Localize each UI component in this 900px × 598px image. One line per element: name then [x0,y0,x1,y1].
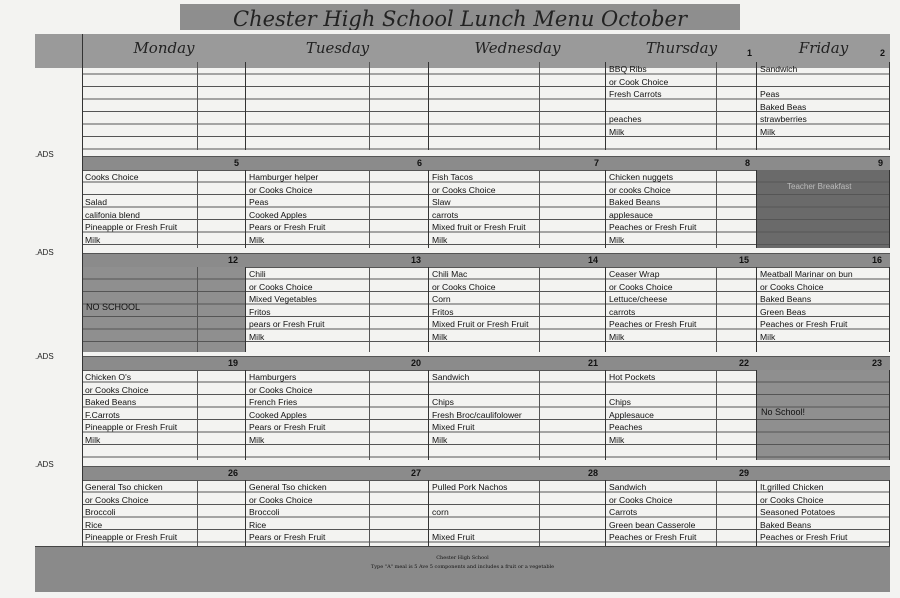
menu-cell-tuesday [246,170,429,248]
menu-item: applesauce [609,209,653,220]
menu-item: Slaw [432,197,451,207]
date-number: 6 [417,158,423,168]
date-number: 16 [872,255,883,265]
menu-item: Lettuce/cheese [609,294,668,304]
menu-item: Meatball Marinar on bun [760,269,853,279]
menu-cell-tuesday [246,267,429,352]
menu-item: carrots [609,306,636,317]
menu-item: Baked Beas [760,101,807,112]
day-header-friday: Friday [757,34,890,68]
menu-item: Baked Beans [609,197,661,207]
menu-cell-friday [757,480,890,546]
menu-item: Milk [432,234,448,245]
cell-divider [539,62,540,150]
menu-item: Fresh Carrots [609,89,662,99]
footer-note: Type "A" meal is 5 Ave 5 components and includes a fruit or a vegetable [370,564,555,570]
menu-cell-thursday [606,267,757,352]
menu-item: Chips [609,397,631,407]
cell-divider [369,370,370,460]
menu-item: Rice [249,519,267,530]
date-number: 21 [588,358,599,368]
menu-item: or Cooks Choice [85,494,149,505]
menu-item: Hamburger helper [249,172,319,182]
menu-item: Fish Tacos [432,172,473,182]
header-corner [35,34,82,68]
menu-item: or Cooks Choice [760,281,824,292]
cell-divider [197,480,198,546]
ads-label: .ADS [35,460,54,469]
no-school-note: No School! [761,407,806,417]
week-band [82,356,890,371]
menu-item: Milk [609,331,625,342]
menu-item: Peas [760,89,780,99]
menu-item: Milk [249,234,265,245]
week-band [82,156,890,171]
menu-item: Chili [249,269,266,279]
menu-item: Green bean Casserole [609,519,696,530]
menu-item: Peaches or Fresh Fruit [609,319,697,329]
menu-item: Chicken O's [85,372,132,382]
cell-divider [539,170,540,248]
menu-item: Cooks Choice [85,172,139,182]
week-band [82,466,890,481]
menu-cell-friday [757,62,890,150]
menu-item: Mixed Fruit [432,532,475,542]
menu-cell-monday [82,267,246,352]
menu-item: Broccoli [249,507,280,517]
menu-cell-wednesday [429,370,606,460]
menu-item: Baked Beans [85,397,137,407]
date-number: 27 [411,468,422,478]
menu-item: Peaches or Fresh Fruit [609,222,697,232]
menu-item: Milk [432,331,448,342]
menu-item: Milk [609,434,625,445]
menu-cell-thursday [606,480,757,546]
menu-cell-monday [82,62,246,150]
menu-item: Milk [609,234,625,245]
date-number: 7 [594,158,600,168]
menu-item: corn [432,507,449,517]
menu-item: Mixed Vegetables [249,294,317,304]
date-number: 29 [739,468,750,478]
date-number: 8 [745,158,751,168]
menu-item: Mixed Fruit or Fresh Fruit [432,319,529,329]
menu-item: Cooked Apples [249,409,307,420]
menu-item: General Tso chicken [249,482,327,492]
menu-item: Peas [249,197,269,207]
menu-item: Baked Beans [760,519,812,530]
cell-divider [369,62,370,150]
menu-item: Rice [85,519,103,530]
menu-cell-wednesday [429,62,606,150]
date-number: 9 [878,158,884,168]
date-number: 26 [228,468,239,478]
menu-item: Sandwich [609,482,647,492]
menu-item: Cooked Apples [249,209,307,220]
cell-divider [539,370,540,460]
menu-item: Corn [432,294,451,304]
menu-item: Mixed Fruit [432,422,475,432]
menu-item: Pulled Pork Nachos [432,482,508,492]
cell-divider [716,62,717,150]
menu-item: or cooks Choice [609,184,671,195]
date-number: 15 [739,255,750,265]
date-number: 13 [411,255,422,265]
menu-cell-thursday [606,170,757,248]
date-number: 19 [228,358,239,368]
menu-item: or Cooks Choice [432,184,496,195]
cell-divider [197,170,198,248]
menu-item: or Cook Choice [609,76,669,87]
menu-item: Broccoli [85,507,116,517]
ads-label: .ADS [35,248,54,257]
menu-item: or Cooks Choice [609,281,673,292]
menu-item: Carrots [609,507,638,517]
menu-cell-thursday [606,370,757,460]
cell-divider [716,480,717,546]
date-number: 23 [872,358,883,368]
menu-item: Green Beas [760,306,806,317]
menu-item: Seasoned Potatoes [760,507,836,517]
menu-item: or Cooks Choice [432,281,496,292]
cell-divider [197,370,198,460]
date-number: 20 [411,358,422,368]
menu-cell-tuesday [246,62,429,150]
menu-item: carrots [432,209,459,220]
menu-item: or Cooks Choice [609,494,673,505]
cell-divider [539,480,540,546]
menu-item: Milk [760,331,776,342]
menu-item: Milk [85,234,101,245]
menu-item: Applesauce [609,409,654,420]
menu-item: or Cooks Choice [249,494,313,505]
date-number: 1 [747,48,753,58]
menu-item: Milk [85,434,101,445]
menu-item: Peaches or Fresh Fruit [760,319,848,329]
cell-divider [369,480,370,546]
date-number: 5 [234,158,240,168]
week-band [82,253,890,268]
page-title: Chester High School Lunch Menu October [180,4,740,30]
menu-item: Peaches or Fresh Friut [760,532,848,542]
day-header-thursday: Thursday [606,34,758,68]
menu-cell-friday [757,370,890,460]
menu-item: or Cooks Choice [249,384,313,395]
day-header-wednesday: Wednesday [429,34,607,68]
menu-item: Milk [432,434,448,445]
menu-item: Pears or Fresh Fruit [249,532,326,542]
menu-cell-monday [82,370,246,460]
menu-item: Peaches or Fresh Fruit [609,532,697,542]
menu-item: or Cooks Choice [249,281,313,292]
menu-cell-tuesday [246,480,429,546]
date-number: 14 [588,255,599,265]
menu-cell-monday [82,170,246,248]
menu-item: Pineapple or Fresh Fruit [85,422,178,432]
date-number: 12 [228,255,239,265]
menu-item: French Fries [249,397,298,407]
cell-divider [716,267,717,352]
day-header-tuesday: Tuesday [246,34,430,68]
menu-item: califonia blend [85,209,140,220]
menu-item: Fritos [432,306,454,317]
menu-item: Pears or Fresh Fruit [249,222,326,232]
menu-item: pears or Fresh Fruit [249,319,325,329]
menu-item: Chili Mac [432,269,468,279]
menu-item: or Cooks Choice [249,184,313,195]
cell-divider [716,170,717,248]
menu-item: Salad [85,197,107,207]
menu-cell-friday [757,267,890,352]
menu-item: Mixed fruit or Fresh Fruit [432,222,526,232]
menu-item: Ceaser Wrap [609,269,660,279]
menu-item: or Cooks Choice [85,384,149,395]
ads-label: .ADS [35,352,54,361]
cell-divider [197,62,198,150]
menu-cell-wednesday [429,480,606,546]
menu-item: Chips [432,397,454,407]
menu-item: Pineapple or Fresh Fruit [85,532,178,542]
menu-item: peaches [609,114,642,124]
no-school-note: NO SCHOOL [86,301,141,312]
menu-item: Milk [760,126,776,137]
menu-cell-friday [757,170,890,248]
grid-left-border [82,34,83,546]
menu-cell-tuesday [246,370,429,460]
menu-item: Pineapple or Fresh Fruit [85,222,178,232]
menu-cell-wednesday [429,267,606,352]
ads-label: .ADS [35,150,54,159]
menu-item: Chicken nuggets [609,172,674,182]
menu-item: Sandwich [432,372,470,382]
menu-cell-thursday [606,62,757,150]
menu-item: General Tso chicken [85,482,163,492]
menu-item: Hamburgers [249,372,297,382]
cell-divider [369,267,370,352]
menu-item: strawberries [760,114,807,124]
menu-item: Sandwich [760,64,798,74]
menu-cell-wednesday [429,170,606,248]
teacher-breakfast-note: Teacher Breakfast [787,182,852,191]
footer-school: Chester High School [436,555,489,561]
cell-divider [197,267,198,352]
cell-divider [716,370,717,460]
menu-item: Baked Beans [760,294,812,304]
menu-item: Milk [609,126,625,137]
menu-cell-monday [82,480,246,546]
menu-item: Fresh Broc/caulifolower [432,409,522,420]
menu-item: Milk [249,434,265,445]
menu-item: BBQ Ribs [609,64,647,74]
day-header-monday: Monday [82,34,247,68]
menu-footer [35,546,890,592]
menu-item: or Cooks Choice [760,494,824,505]
menu-item: Fritos [249,306,271,317]
cell-divider [539,267,540,352]
date-number: 2 [880,48,886,58]
menu-item: It.grilled Chicken [760,482,824,492]
cell-divider [369,170,370,248]
menu-item: Milk [249,331,265,342]
date-number: 28 [588,468,599,478]
date-number: 22 [739,358,750,368]
menu-item: Peaches [609,422,643,432]
menu-item: Pears or Fresh Fruit [249,422,326,432]
menu-item: F.Carrots [85,409,120,420]
menu-item: Hot Pockets [609,372,656,382]
